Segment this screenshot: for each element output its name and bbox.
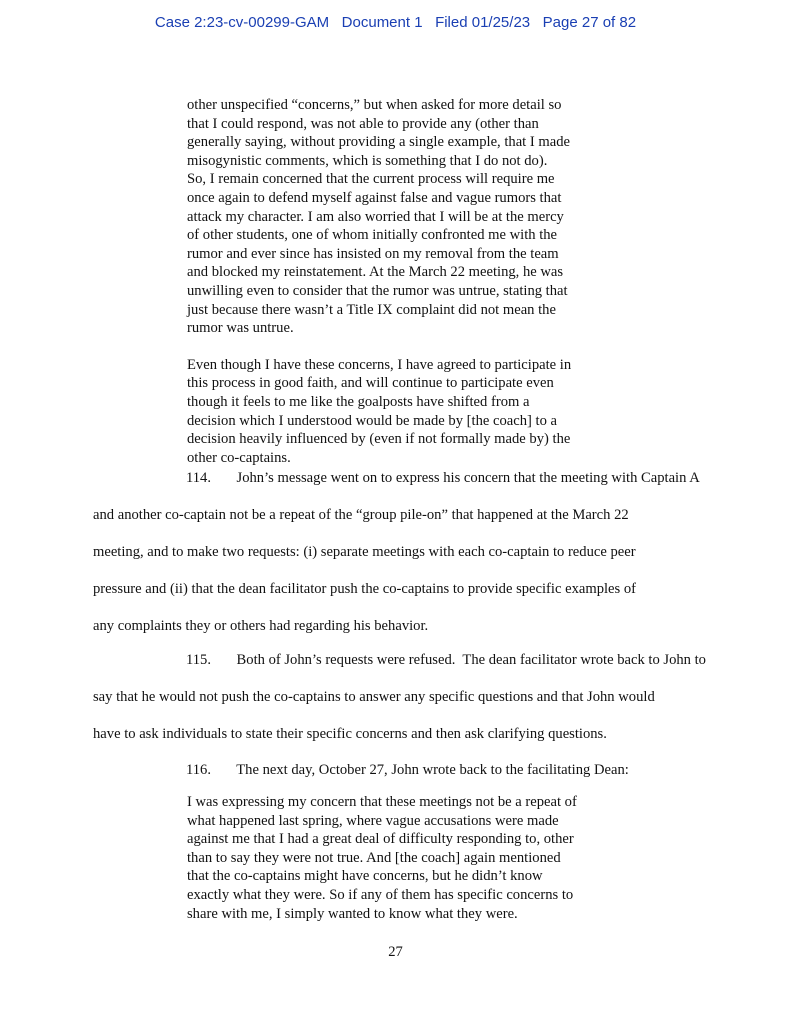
quote-line: decision which I understood would be made by [the coach] to a (187, 412, 558, 429)
quote-line: that the co-captains might have concerns, but he didn’t know (187, 868, 543, 885)
paragraph-line: pressure and (ii) that the dean facilitator push the co-captains to provide specific examples of (93, 581, 637, 597)
quote-line: Even though I have these concerns, I have agreed to participate in (187, 356, 572, 373)
paragraph-line: and another co-captain not be a repeat of the “group pile-on” that happened at the March 22 (93, 507, 629, 523)
quote-line: once again to defend myself against false and vague rumors that (187, 189, 562, 206)
quote-line: misogynistic comments, which is something that I do not do). (187, 152, 548, 169)
paragraph-line: have to ask individuals to state their specific concerns and then ask clarifying questions. (93, 726, 607, 742)
block-quote-2 (187, 793, 607, 923)
quote-line: rumor was untrue. (187, 320, 294, 337)
quote-line: just because there wasn’t a Title IX complaint did not mean the (187, 301, 556, 318)
quote-line: of other students, one of whom initially confronted me with the (187, 227, 558, 244)
paragraph-line: say that he would not push the co-captains to answer any specific questions and that John would (93, 689, 655, 705)
filed-date: Filed 01/25/23 (435, 14, 531, 31)
quote-line: rumor and ever since has insisted on my removal from the team (187, 245, 559, 262)
quote-line: exactly what they were. So if any of them has specific concerns to (187, 886, 574, 903)
paragraph-line: 115. Both of John’s requests were refused. The dean facilitator wrote back to John to (186, 652, 706, 668)
quote-line: I was expressing my concern that these meetings not be a repeat of (187, 794, 577, 810)
quote1-paragraph-2 (187, 356, 607, 468)
paragraph-line: 114. John’s message went on to express his concern that the meeting with Captain A (186, 470, 700, 486)
block-quote-1 (187, 96, 607, 467)
quote-line: against me that I had a great deal of difficulty responding to, other (187, 831, 574, 848)
quote-line: though it feels to me like the goalposts have shifted from a (187, 393, 530, 410)
quote-line: generally saying, without providing a single example, that I made (187, 134, 570, 151)
quote-line: this process in good faith, and will continue to participate even (187, 375, 554, 392)
quote-line: what happened last spring, where vague accusations were made (187, 812, 559, 829)
page-number: 27 (388, 944, 403, 960)
quote-line: other co-captains. (187, 449, 291, 466)
page-indicator: Page 27 of 82 (542, 14, 637, 31)
quote-line: So, I remain concerned that the current process will require me (187, 171, 555, 188)
quote-line: that I could respond, was not able to provide any (other than (187, 115, 539, 132)
quote1-paragraph-1 (187, 96, 607, 338)
case-number: Case 2:23-cv-00299-GAM (154, 14, 330, 31)
quote-line: decision heavily influenced by (even if not formally made by) the (187, 431, 571, 448)
quote-line: other unspecified “concerns,” but when asked for more detail so (187, 97, 562, 113)
paragraph-line: meeting, and to make two requests: (i) separate meetings with each co-captain to reduce peer (93, 544, 636, 560)
case-header (0, 14, 791, 31)
paragraph-line: any complaints they or others had regarding his behavior. (93, 618, 429, 634)
quote-line: unwilling even to consider that the rumor was untrue, stating that (187, 282, 568, 299)
quote-line: attack my character. I am also worried that I will be at the mercy (187, 208, 564, 225)
quote-line: and blocked my reinstatement. At the March 22 meeting, he was (187, 264, 564, 281)
paragraph-line: 116. The next day, October 27, John wrote back to the facilitating Dean: (186, 762, 629, 778)
document-number: Document 1 (341, 14, 423, 31)
quote-line: share with me, I simply wanted to know what they were. (187, 905, 518, 922)
quote-line: than to say they were not true. And [the coach] again mentioned (187, 849, 561, 866)
